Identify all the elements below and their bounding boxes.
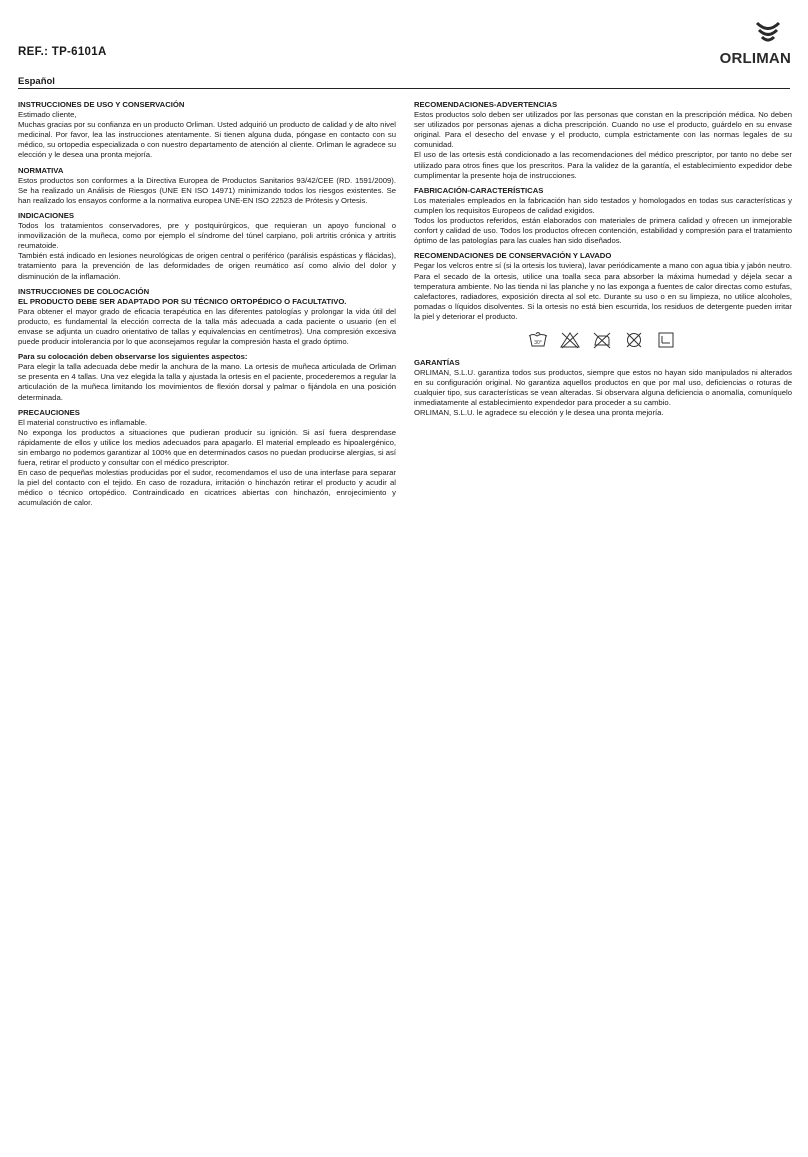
section-title: NORMATIVA — [18, 165, 64, 175]
paragraph: Estimado cliente, — [18, 110, 77, 120]
section-title: INDICACIONES — [18, 210, 74, 220]
paragraph: ORLIMAN, S.L.U. garantiza todos sus productos, siempre que estos no hayan sido manipulados ni alterados en su configuración original. No garantiza aquellos productos en que por mal uso, deficiencias o roturas de cualquier tipo, sus características se vean alteradas. Si observara alguna deficiencia o anomalía, comuníquelo inmediatamente al establecimiento expendedor para proceder a su cambio. — [414, 368, 792, 408]
brand-name: ORLIMAN — [719, 50, 791, 67]
section-fabricacion — [414, 186, 792, 247]
section-title: FABRICACIÓN-CARACTERÍSTICAS — [414, 185, 544, 195]
section-indicaciones — [18, 211, 396, 282]
wash-temp-label: 30° — [534, 339, 542, 346]
section-aspectos — [18, 352, 396, 402]
section-title: RECOMENDACIONES DE CONSERVACIÓN Y LAVADO — [414, 251, 612, 261]
paragraph: En caso de pequeñas molestias producidas por el sudor, recomendamos el uso de una interfase para separar la piel del contacto con el tejido. En caso de rozadura, irritación o hinchazón retirar el producto y acudir al médico o técnico ortopédico. Contraindicado en cicatrices abiertas con hinchazón, enrojecimiento y acumulación de calor. — [18, 468, 396, 508]
reference-number: REF.: TP-6101A — [18, 46, 107, 58]
section-precauciones — [18, 408, 396, 509]
paragraph: Todos los productos referidos, están elaborados con materiales de primera calidad y ofrecen un inmejorable confort y calidad de uso. Todos los productos ofrecen contención, estabilidad y compresión para el tratamiento óptimo de las patologías para las cuales han sido diseñados. — [414, 216, 792, 246]
paragraph: El material constructivo es inflamable. — [18, 417, 148, 427]
paragraph: Estos productos solo deben ser utilizados por las personas que constan en la prescripción médica. No deben ser utilizados por personas ajenas a dicha prescripción. Cuando no use el producto, guárdelo en su envase original. Para el desecho del envase y el producto, cumpla estrictamente con las normas legales de su comunidad. — [414, 110, 792, 150]
line-dry-icon — [656, 331, 676, 349]
section-title: INSTRUCCIONES DE COLOCACIÓN — [18, 286, 150, 296]
paragraph: El uso de las ortesis está condicionado a las recomendaciones del médico prescriptor, por tanto no debe ser utilizado para otros fines que los prescritos. Para la validez de la garantía, el establecimiento expedidor debe cumplimentar la presente hoja de instrucciones. — [414, 150, 792, 180]
section-title: INSTRUCCIONES DE USO Y CONSERVACIÓN — [18, 100, 185, 109]
section-colocacion — [18, 287, 396, 348]
section-lavado — [414, 251, 792, 322]
section-recomendaciones — [414, 100, 792, 181]
header-divider — [18, 88, 790, 89]
paragraph: Pegar los velcros entre sí (si la ortesis los tuviera), lavar periódicamente a mano con agua tibia y jabón neutro. Para el secado de la ortesis, utilice una toalla seca para absorber la máxima humedad y déjela secar a temperatura ambiente. No las tienda ni las planche y no las exponga a fuentes de calor directas como estufas, calefactores, radiadores, exposición directa al sol etc. Durante su uso o en su limpieza, no utilice alcoholes, pomadas o líquidos disolventes. Si la ortesis no está bien escurrida, los residuos de detergente pueden irritar la piel y deteriorar el producto. — [414, 261, 792, 321]
paragraph: ORLIMAN, S.L.U. le agradece su elección y le desea una pronta mejoría. — [414, 408, 664, 418]
section-title: RECOMENDACIONES-ADVERTENCIAS — [414, 100, 558, 109]
paragraph: Los materiales empleados en la fabricación han sido testados y homologados en todas sus características y cumplen los requisitos Europeos de calidad exigidos. — [414, 195, 792, 215]
hand-wash-30-icon — [528, 331, 548, 349]
paragraph: Muchas gracias por su confianza en un producto Orliman. Usted adquirió un producto de calidad y de alto nivel medicinal. Por favor, lea las instrucciones atentamente. Si tienen alguna duda, póngase en contacto con su médico, su ortopedia especializada o con nuestro departamento de atención al cliente. Orliman le agradece su elección y le desea una pronta mejoría. — [18, 120, 396, 160]
logo-mark-icon — [753, 20, 783, 50]
care-icons — [528, 330, 792, 350]
left-column — [18, 100, 396, 514]
section-title: PRECAUCIONES — [18, 407, 80, 417]
language-label: Español — [18, 76, 55, 87]
section-garantias — [414, 358, 792, 419]
section-usage — [18, 100, 396, 161]
paragraph: No exponga los productos a situaciones que pudieran producir su ignición. Si así fuera desprendase rápidamente de ellos y utilice los medios adecuados para apagarlo. El material empleado es hipoalergénico, sin embargo no podemos garantizar al 100% que en determinados casos no puedan producirse alergias, si así fuera, retirar el producto y consultar con el médico prescriptor. — [18, 427, 396, 468]
do-not-iron-icon — [592, 331, 612, 349]
paragraph: Estos productos son conformes a la Directiva Europea de Productos Sanitarios 93/42/CEE (RD. 1591/2009). Se ha realizado un Análisis de Riesgos (UNE EN ISO 14971) minimizando todos los riesgos existentes. Se han realizado los ensayos conforme a la normativa europea UNE-EN ISO 22523 de Prótesis y Ortesis. — [18, 175, 396, 205]
do-not-bleach-icon — [560, 331, 580, 349]
paragraph: Para obtener el mayor grado de eficacia terapéutica en las diferentes patologías y prolongar la vida útil del producto, es fundamental la elección correcta de la talla más adecuada a cada paciente o usuario (en el envase se adjunta un cuadro orientativo de tallas y equivalencias en centímetros). Una compresión excesiva puede producir intolerancia por lo que aconsejamos regular la compresión hasta el grado óptimo. — [18, 306, 396, 347]
section-subtitle: EL PRODUCTO DEBE SER ADAPTADO POR SU TÉCNICO ORTOPÉDICO O FACULTATIVO. — [18, 296, 347, 306]
brand-logo — [711, 20, 791, 66]
right-column — [414, 100, 792, 424]
paragraph: Todos los tratamientos conservadores, pre y postquirúrgicos, que requieran un apoyo funcional o inmovilización de la muñeca, como por ejemplo el síndrome del túnel carpiano, poli artritis crónica y artritis reumatoide. — [18, 221, 396, 251]
section-normativa — [18, 166, 396, 206]
section-title: Para su colocación deben observarse los siguientes aspectos: — [18, 352, 248, 362]
paragraph: También está indicado en lesiones neurológicas de origen central o periférico (parálisis espásticas y flácidas), tratamiento para la prevención de las deformidades de origen reumático así como alivio del dolor y disminución de la inflamación. — [18, 251, 396, 281]
section-title: GARANTÍAS — [414, 357, 460, 367]
paragraph: Para elegir la talla adecuada debe medir la anchura de la mano. La ortesis de muñeca articulada de Orliman se presenta en 4 tallas. Una vez elegida la talla y ajustada la ortesis en el paciente, procederemos a regular la articulación de la muñeca limitando los movimientos de flexión dorsal y palmar o fijándola en una posición determinada. — [18, 362, 396, 402]
do-not-dry-clean-icon — [624, 331, 644, 349]
